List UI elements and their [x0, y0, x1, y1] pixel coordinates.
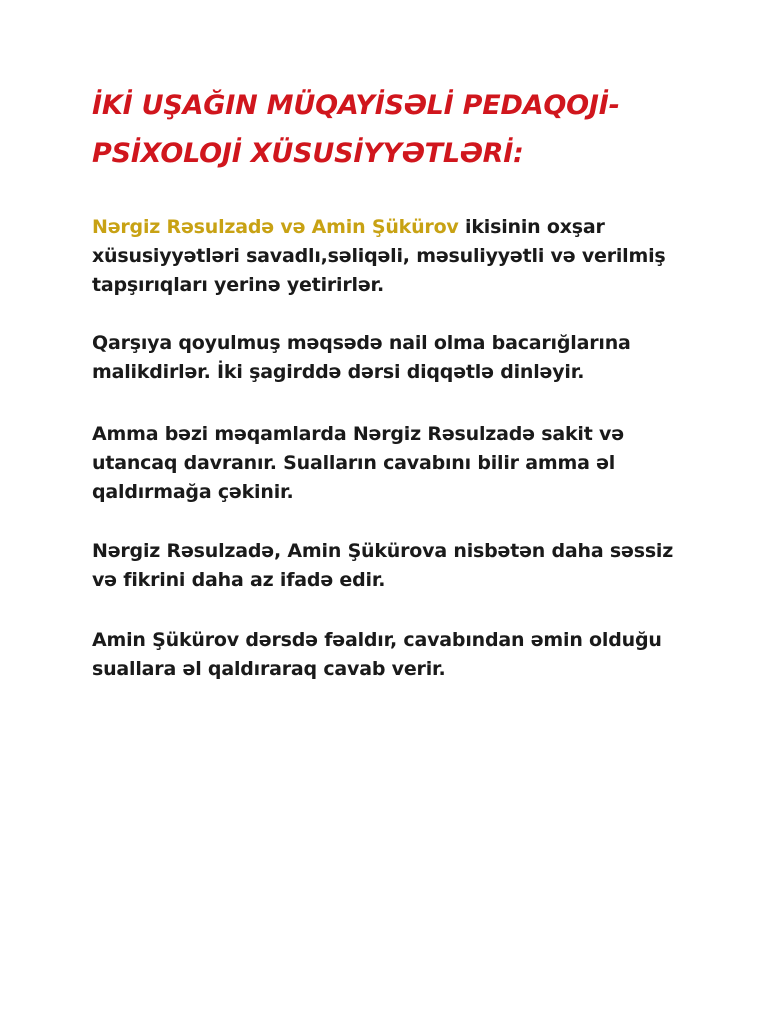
highlighted-names: Nərgiz Rəsulzadə və Amin Şükürov — [92, 216, 459, 238]
paragraph-goals: Qarşıya qoyulmuş məqsədə nail olma bacarığlarına malikdirlər. İki şagirddə dərsi diqqətlə dinləyir. — [92, 332, 631, 383]
paragraph-nergiz-shy: Amma bəzi məqamlarda Nərgiz Rəsulzadə sakit və utancaq davranır. Sualların cavabını bilir amma əl qaldırmağa çəkinir. — [92, 423, 624, 503]
paragraph-nergiz-quiet: Nərgiz Rəsulzadə, Amin Şükürova nisbətən daha səssiz və fikrini daha az ifadə edir. — [92, 540, 674, 591]
paragraph-similarities-text: ikisinin oxşar xüsusiyyətləri savadlı,səliqəli, məsuliyyətli və verilmiş tapşırıqları yerinə yetirirlər. — [92, 216, 666, 296]
document-title: İKİ UŞAĞIN MÜQAYİSƏLİ PEDAQOJİ-PSİXOLOJİ XÜSUSİYYƏTLƏRİ: — [92, 90, 620, 169]
paragraph-amin-active: Amin Şükürov dərsdə fəaldır, cavabından əmin olduğu suallara əl qaldıraraq cavab verir. — [92, 629, 662, 680]
paragraph-similarities — [92, 213, 692, 300]
